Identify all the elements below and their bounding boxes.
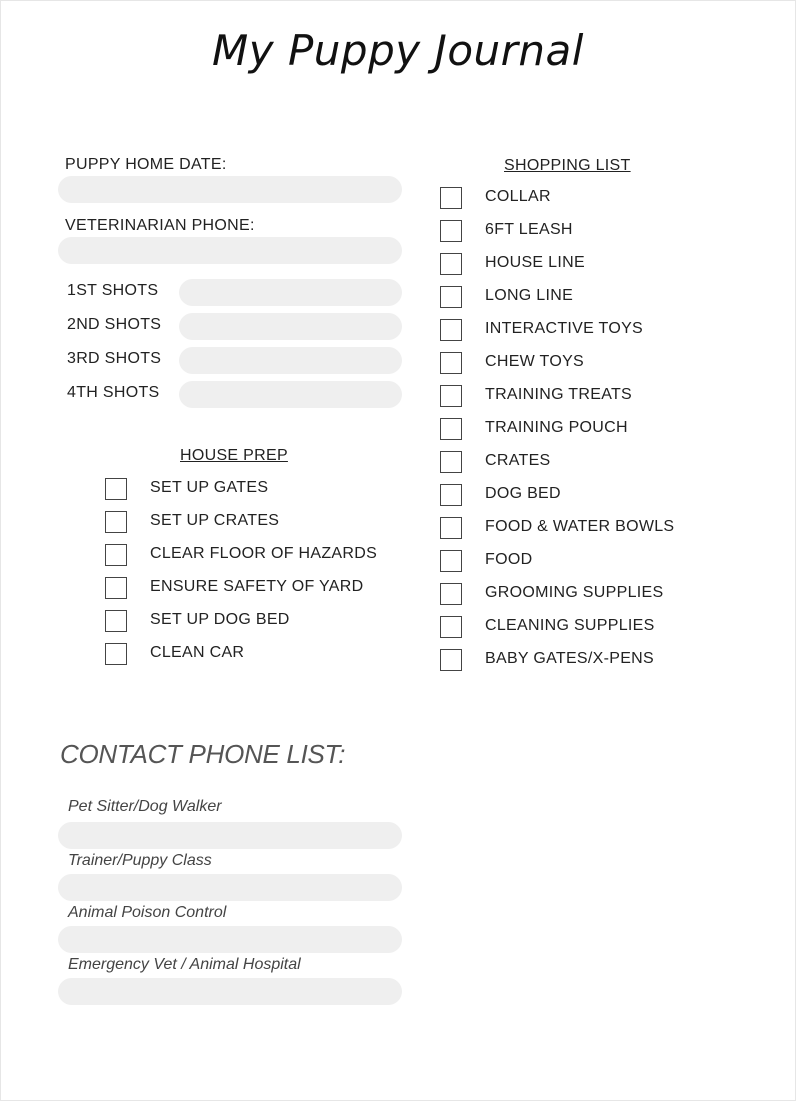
shopping-item-label: FOOD [485,551,533,568]
shopping-item-label: CLEANING SUPPLIES [485,617,655,634]
contact-label: Animal Poison Control [68,904,227,921]
shopping-item-label: CHEW TOYS [485,353,585,370]
home-date-label: PUPPY HOME DATE: [65,156,227,173]
house-prep-item-label: CLEAN CAR [150,644,245,661]
checkbox[interactable] [440,253,462,275]
shopping-item-label: GROOMING SUPPLIES [485,584,664,601]
checkbox[interactable] [105,577,127,599]
page-title: My Puppy Journal [212,26,584,75]
shot-field-2[interactable] [179,313,402,340]
shot-field-3[interactable] [179,347,402,374]
checkbox[interactable] [105,544,127,566]
house-prep-heading: HOUSE PREP [180,447,288,464]
contact-label: Emergency Vet / Animal Hospital [68,956,301,973]
checkbox[interactable] [440,418,462,440]
shopping-item-label: DOG BED [485,485,561,502]
shopping-item-label: HOUSE LINE [485,254,585,271]
house-prep-item-label: SET UP DOG BED [150,611,290,628]
checkbox[interactable] [440,649,462,671]
checkbox[interactable] [440,550,462,572]
shot-field-1[interactable] [179,279,402,306]
shopping-item-label: LONG LINE [485,287,574,304]
contact-field[interactable] [58,822,402,849]
checkbox[interactable] [105,511,127,533]
contact-field[interactable] [58,978,402,1005]
house-prep-item-label: SET UP CRATES [150,512,280,529]
checkbox[interactable] [440,517,462,539]
shopping-item-label: BABY GATES/X-PENS [485,650,655,667]
shopping-item-label: 6FT LEASH [485,221,573,238]
shopping-item-label: FOOD & WATER BOWLS [485,518,675,535]
checkbox[interactable] [440,385,462,407]
vet-phone-label: VETERINARIAN PHONE: [65,217,255,234]
checkbox[interactable] [440,286,462,308]
shot-field-4[interactable] [179,381,402,408]
contact-label: Pet Sitter/Dog Walker [68,798,222,815]
checkbox[interactable] [105,478,127,500]
checkbox[interactable] [440,616,462,638]
contact-list-heading: CONTACT PHONE LIST: [60,739,346,769]
shot-label-1: 1ST SHOTS [67,282,159,299]
shopping-item-label: COLLAR [485,188,551,205]
shopping-item-label: CRATES [485,452,551,469]
checkbox[interactable] [440,187,462,209]
checkbox[interactable] [440,352,462,374]
contact-field[interactable] [58,926,402,953]
shot-label-3: 3RD SHOTS [67,350,162,367]
shot-label-4: 4TH SHOTS [67,384,160,401]
house-prep-item-label: SET UP GATES [150,479,269,496]
checkbox[interactable] [440,583,462,605]
vet-phone-field[interactable] [58,237,402,264]
contact-label: Trainer/Puppy Class [68,852,212,869]
contact-field[interactable] [58,874,402,901]
checkbox[interactable] [440,220,462,242]
shopping-list-heading: SHOPPING LIST [504,157,631,174]
shopping-item-label: TRAINING TREATS [485,386,633,403]
house-prep-item-label: CLEAR FLOOR OF HAZARDS [150,545,378,562]
checkbox[interactable] [440,484,462,506]
shot-label-2: 2ND SHOTS [67,316,162,333]
checkbox[interactable] [440,319,462,341]
checkbox[interactable] [105,610,127,632]
home-date-field[interactable] [58,176,402,203]
shopping-item-label: TRAINING POUCH [485,419,628,436]
checkbox[interactable] [105,643,127,665]
shopping-item-label: INTERACTIVE TOYS [485,320,644,337]
house-prep-item-label: ENSURE SAFETY OF YARD [150,578,364,595]
checkbox[interactable] [440,451,462,473]
